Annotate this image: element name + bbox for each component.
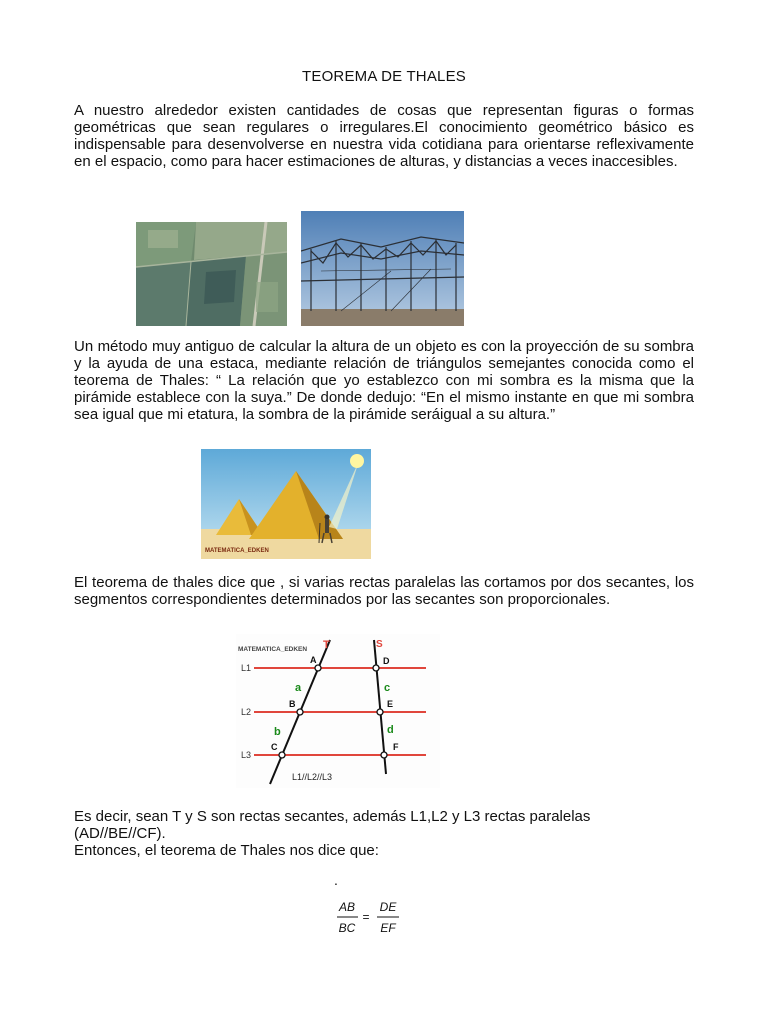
point-c: C [271, 742, 278, 752]
page-title: TEOREMA DE THALES [302, 68, 466, 85]
pyramid-watermark: MATEMATICA_EDKEN [205, 548, 269, 554]
segment-d: d [387, 724, 394, 736]
method-paragraph: Un método muy antiguo de calcular la altura de un objeto es con la proyección de su sombra y la ayuda de una estaca, mediante relación de triángulos semejantes conocida como el teorema de Thales: “ La relación que yo establezco con mi sombra es la misma que la pirámide establece con la suya.” De donde dedujo: “En el mismo instante en que mi sombra sea igual que mi etatura, la sombra de la pirámide seráigual a su altura.” [74, 338, 694, 423]
point-d: D [383, 656, 390, 666]
formula-right-numerator: DE [379, 900, 397, 914]
formula-equals: = [362, 910, 370, 924]
diagram-caption: L1//L2//L3 [292, 772, 333, 782]
formula-dot: . [334, 872, 338, 888]
formula-left-denominator: BC [338, 921, 356, 935]
thales-diagram [236, 634, 440, 788]
steel-structure-photo [301, 211, 464, 326]
intro-paragraph: A nuestro alrededor existen cantidades de cosas que representan figuras o formas geométricas que sean regulares o irregulares.El conocimiento geométrico básico es indispensable para desenvolverse en nuestra vida cotidiana para orientarse reflexivamente en el espacio, como para hacer estimaciones de alturas, y distancias a veces inaccesibles. [74, 102, 694, 170]
point-b: B [289, 699, 296, 709]
label-t: T [323, 639, 330, 651]
aerial-fields-photo [136, 222, 287, 326]
sun-icon [350, 454, 364, 468]
segment-a: a [295, 682, 302, 694]
diagram-watermark: MATEMATICA_EDKEN [238, 646, 308, 653]
conclusion-line-1: Es decir, sean T y S son rectas secantes, además L1,L2 y L3 rectas paralelas [74, 808, 591, 825]
segment-c: c [384, 682, 391, 694]
thales-formula [332, 896, 412, 940]
point-e: E [387, 699, 394, 709]
point-f: F [393, 742, 399, 752]
point-a: A [310, 655, 317, 665]
formula-left-numerator: AB [338, 900, 356, 914]
conclusion-line-2: (AD//BE//CF). [74, 825, 166, 842]
pyramids-illustration [201, 449, 371, 559]
theorem-paragraph: El teorema de thales dice que , si varias rectas paralelas las cortamos por dos secantes, los segmentos correspondientes determinados por las secantes son proporcionales. [74, 574, 694, 608]
label-s: S [376, 639, 383, 650]
label-l2: L2 [241, 707, 252, 717]
conclusion-line-3: Entonces, el teorema de Thales nos dice que: [74, 842, 379, 859]
conclusion-paragraph [74, 808, 694, 859]
label-l3: L3 [241, 750, 252, 760]
formula-right-denominator: EF [380, 921, 396, 935]
label-l1: L1 [241, 663, 252, 673]
segment-b: b [274, 726, 281, 738]
